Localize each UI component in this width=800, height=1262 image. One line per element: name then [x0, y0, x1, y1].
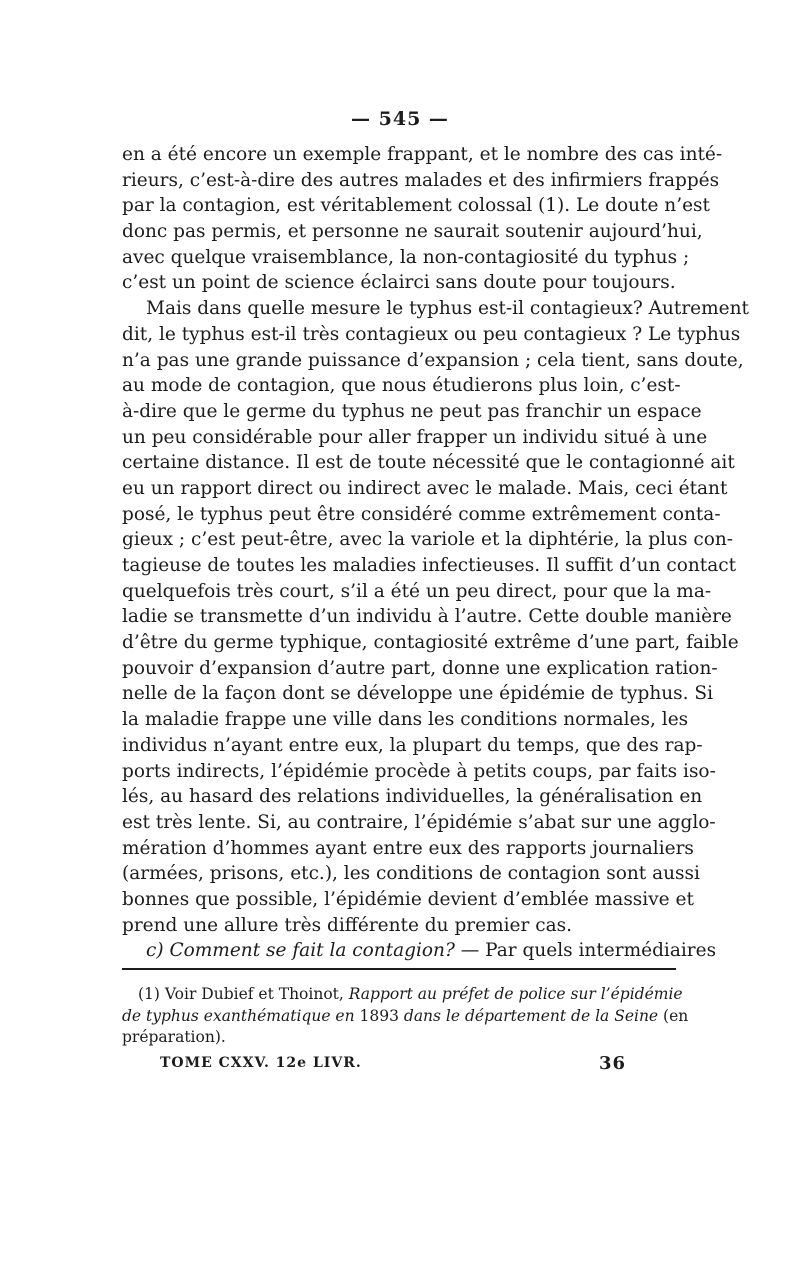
text-line: rieurs, c’est-à-dire des autres malades et des infirmiers frappés: [122, 169, 720, 191]
footnote-line: [122, 984, 683, 1006]
text-line: quelquefois très court, s’il a été un peu direct, pour que la ma-: [122, 580, 712, 602]
text-line: c’est un point de science éclairci sans doute pour toujours.: [122, 272, 676, 294]
text-line: lés, au hasard des relations individuelles, la généralisation en: [122, 786, 703, 808]
text-line: la maladie frappe une ville dans les conditions normales, les: [122, 709, 689, 731]
signature-number: 36: [598, 1053, 626, 1074]
text-line: est très lente. Si, au contraire, l’épidémie s’abat sur une agglo-: [122, 811, 716, 833]
text-line: eu un rapport direct ou indirect avec le malade. Mais, ceci étant: [122, 477, 728, 499]
text-line: en a été encore un exemple frappant, et le nombre des cas inté-: [122, 144, 723, 165]
text-line: bonnes que possible, l’épidémie devient d’emblée massive et: [122, 888, 694, 910]
text-line: donc pas permis, et personne ne saurait soutenir aujourd’hui,: [122, 221, 703, 243]
text-line: n’a pas une grande puissance d’expansion ; cela tient, sans doute,: [122, 349, 744, 371]
footnote-year: 1893: [359, 1006, 399, 1025]
text-line: nelle de la façon dont se développe une épidémie de typhus. Si: [122, 683, 714, 705]
footnote-title: Rapport au préfet de police sur l’épidémie: [348, 985, 683, 1003]
section-heading-italic: c) Comment se fait la contagion?: [146, 940, 455, 962]
text-line: d’être du germe typhique, contagiosité extrême d’une part, faible: [122, 632, 739, 654]
text-line: gieux ; c’est peut-être, avec la variole et la diphtérie, la plus con-: [122, 529, 733, 551]
text-line: au mode de contagion, que nous étudierons plus loin, c’est-: [122, 375, 681, 397]
text-line: un peu considérable pour aller frapper un individu situé à une: [122, 426, 708, 448]
text-line: à-dire que le germe du typhus ne peut pas franchir un espace: [122, 400, 702, 422]
body-text: [122, 142, 749, 964]
text-line: dit, le typhus est-il très contagieux ou peu contagieux ? Le typhus: [122, 323, 741, 345]
text-line: prend une allure très différente du premier cas.: [122, 914, 572, 936]
footnote: [122, 984, 689, 1049]
footnote-note: (en: [658, 1006, 689, 1025]
footnote-divider: [122, 968, 676, 970]
text-line: (armées, prisons, etc.), les conditions de contagion sont aussi: [122, 863, 700, 885]
footnote-line: préparation).: [122, 1028, 226, 1046]
section-heading-rest: — Par quels intermédiaires: [454, 940, 717, 962]
volume-signature: TOME CXXV. 12e LIVR.: [160, 1055, 362, 1071]
footnote-title: dans le département de la Seine: [398, 1006, 659, 1025]
text-line: tagieuse de toutes les maladies infectieuses. Il suffit d’un contact: [122, 555, 737, 576]
page-number: — 545 —: [351, 108, 449, 130]
text-line: ladie se transmette d’un individu à l’autre. Cette double manière: [122, 606, 732, 628]
footnote-title: de typhus exanthématique en: [122, 1006, 360, 1025]
text-line: avec quelque vraisemblance, la non-contagiosité du typhus ;: [122, 246, 690, 268]
text-line: pouvoir d’expansion d’autre part, donne une explication ration-: [122, 657, 718, 679]
text-line: posé, le typhus peut être considéré comme extrêmement conta-: [122, 503, 721, 525]
footnote-line: [122, 1006, 689, 1028]
section-heading-line: [122, 938, 717, 964]
text-line: ports indirects, l’épidémie procède à petits coups, par faits iso-: [122, 760, 716, 782]
text-line: individus n’ayant entre eux, la plupart du temps, que des rap-: [122, 734, 703, 756]
text-line: certaine distance. Il est de toute nécessité que le contagionné ait: [122, 452, 735, 474]
text-line: Mais dans quelle mesure le typhus est-il contagieux? Autrement: [146, 298, 749, 320]
text-line: mération d’hommes ayant entre eux des rapports journaliers: [122, 837, 694, 859]
footnote-ref: (1) Voir Dubief et Thoinot,: [138, 985, 349, 1003]
printer-signature: [160, 1055, 626, 1077]
text-line: par la contagion, est véritablement colossal (1). Le doute n’est: [122, 195, 710, 217]
